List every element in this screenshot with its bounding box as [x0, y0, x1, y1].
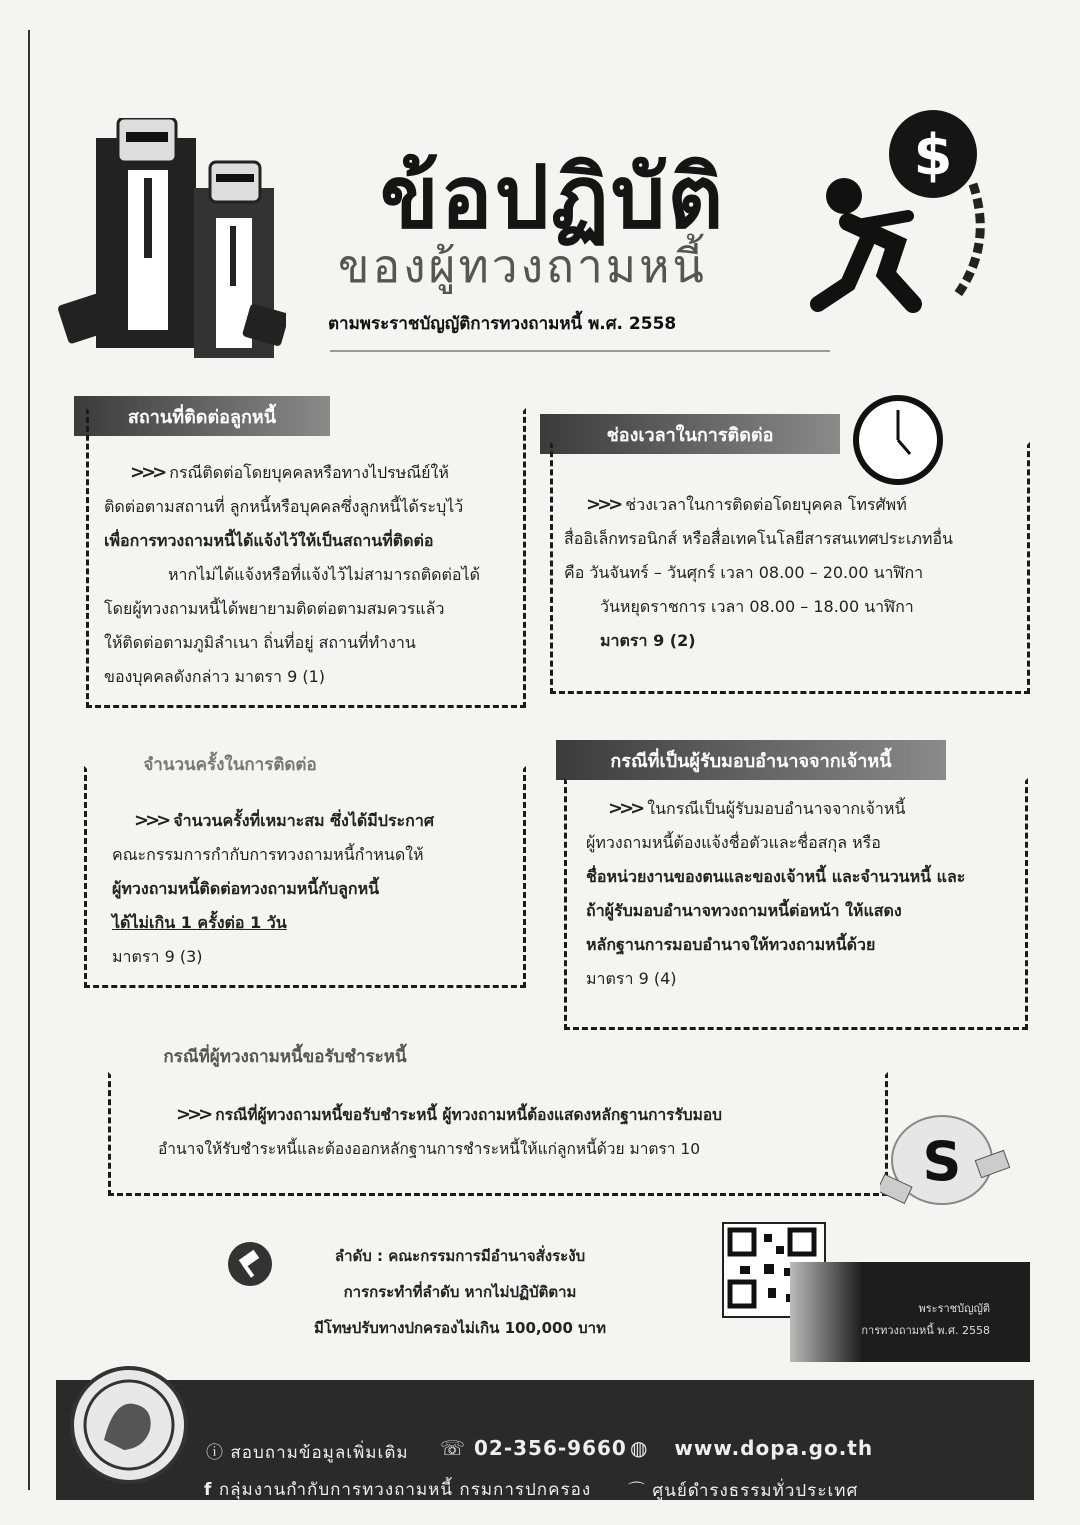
penalty-line-1: ลำดับ : คณะกรรมการมีอำนาจสั่งระงับ [334, 1247, 586, 1265]
page-edge-line [28, 30, 30, 1490]
section-heading-authorized: กรณีที่เป็นผู้รับมอบอำนาจจากเจ้าหนี้ [556, 740, 946, 780]
penalty-line-3: มีโทษปรับทางปกครองไม่เกิน 100,000 บาท [314, 1319, 606, 1337]
phone-icon: ☏ [440, 1436, 467, 1460]
page-title: ข้อปฏิบัติ [380, 147, 726, 248]
section-heading-contact-count: จำนวนครั้งในการติดต่อ [143, 754, 317, 775]
debt-collectors-illustration [56, 118, 286, 368]
runner-with-debt-ball [808, 104, 1008, 334]
footer-website[interactable]: ◍ www.dopa.go.th [630, 1436, 874, 1460]
money-bag-icon [880, 1096, 1020, 1216]
triple-chevron-icon: >>> [130, 462, 164, 483]
seal-emblem [74, 1370, 184, 1480]
title-divider [330, 350, 830, 352]
law-badge-line-2: การทวงถามหนี้ พ.ศ. 2558 [861, 1324, 990, 1337]
page-subtitle: ของผู้ทวงถามหนี้ [338, 239, 707, 293]
footer-info: ⓘ สอบถามข้อมูลเพิ่มเติม [206, 1443, 409, 1463]
contact-count-text: >>> จำนวนครั้งที่เหมาะสม ซึ่งได้มีประกาศ คณะกรรมการกำกับการทวงถามหนี้กำหนดให้ ผู้ทวงถามหนี้ติดต่อทวงถามหนี้กับลูกหนี้ ได้ไม่เกิน 1 ครั้งต่อ 1 วัน มาตรา 9 (3) [112, 810, 434, 966]
dollar-ball-icon [889, 110, 977, 198]
svg-text:S: S [922, 1130, 962, 1193]
law-badge-line-1: พระราชบัญญัติ [918, 1302, 990, 1315]
triple-chevron-icon: >>> [134, 810, 168, 831]
handshake-icon: ⌒ [628, 1481, 646, 1501]
footer-bar [56, 1380, 1034, 1500]
info-icon: ⓘ [206, 1443, 224, 1463]
law-badge [790, 1262, 1030, 1362]
facebook-icon: f [204, 1480, 213, 1500]
running-man-icon [818, 178, 913, 304]
footer-facebook[interactable]: f กลุ่มงานกำกับการทวงถามหนี้ กรมการปกครอง [204, 1480, 592, 1500]
section-heading-payment: กรณีที่ผู้ทวงถามหนี้ขอรับชำระหนี้ [163, 1046, 407, 1067]
contact-time-text: >>> ช่วงเวลาในการติดต่อโดยบุคคล โทรศัพท์ สื่ออิเล็กทรอนิกส์ หรือสื่อเทคโนโลยีสารสนเทศประเภทอื่น คือ วันจันทร์ – วันศุกร์ เวลา 08.00 – 20.00 นาฬิกา วันหยุดราชการ เวลา 08.00 – 18.00 นาฬิกา มาตรา 9 (2) [564, 494, 953, 650]
section-heading-contact-time: ช่องเวลาในการติดต่อ [540, 414, 840, 454]
payment-text: >>> กรณีที่ผู้ทวงถามหนี้ขอรับชำระหนี้ ผู้ทวงถามหนี้ต้องแสดงหลักฐานการรับมอบ อำนาจให้รับชำระหนี้และต้องออกหลักฐานการชำระหนี้ให้แก่ลูกหนี้ด้วย มาตรา 10 [158, 1104, 723, 1158]
globe-icon: ◍ [630, 1436, 649, 1460]
triple-chevron-icon: >>> [176, 1104, 210, 1125]
footer-center: ⌒ ศูนย์ดำรงธรรมทั่วประเทศ [628, 1481, 859, 1501]
authorized-text: >>> ในกรณีเป็นผู้รับมอบอำนาจจากเจ้าหนี้ ผู้ทวงถามหนี้ต้องแจ้งชื่อตัวและชื่อสกุล หรือ ชื่อหน่วยงานของตนและของเจ้าหนี้ และจำนวนหนี้ และ ถ้าผู้รับมอบอำนาจทวงถามหนี้ต่อหน้า ให้แสดง หลักฐานการมอบอำนาจให้ทวงถามหนี้ด้วย มาตรา 9 (4) [586, 798, 966, 988]
contact-place-text: >>> กรณีติดต่อโดยบุคคลหรือทางไปรษณีย์ให้ ติดต่อตามสถานที่ ลูกหนี้หรือบุคคลซึ่งลูกหนี้ได้ระบุไว้ เพื่อการทวงถามหนี้ได้แจ้งไว้ให้เป็นสถานที่ติดต่อ หากไม่ได้แจ้งหรือที่แจ้งไว้ไม่สามารถติดต่อได้ โดยผู้ทวงถามหนี้ได้พยายามติดต่อตามสมควรแล้ว ให้ติดต่อตามภูมิลำเนา ถิ่นที่อยู่ สถานที่ทำงาน ของบุคคลดังกล่าว มาตรา 9 (1) [104, 462, 480, 686]
act-reference: ตามพระราชบัญญัติการทวงถามหนี้ พ.ศ. 2558 [328, 314, 677, 334]
penalty-line-2: การกระทำที่ลำดับ หากไม่ปฏิบัติตาม [343, 1283, 577, 1301]
triple-chevron-icon: >>> [608, 798, 642, 819]
svg-text:$: $ [913, 123, 953, 188]
triple-chevron-icon: >>> [586, 494, 620, 515]
footer-phone[interactable]: ☏ 02-356-9660 [440, 1436, 627, 1460]
department-seal-logo [70, 1366, 188, 1484]
section-heading-contact-place: สถานที่ติดต่อลูกหนี้ [74, 396, 330, 436]
penalty-notice [250, 1238, 670, 1346]
